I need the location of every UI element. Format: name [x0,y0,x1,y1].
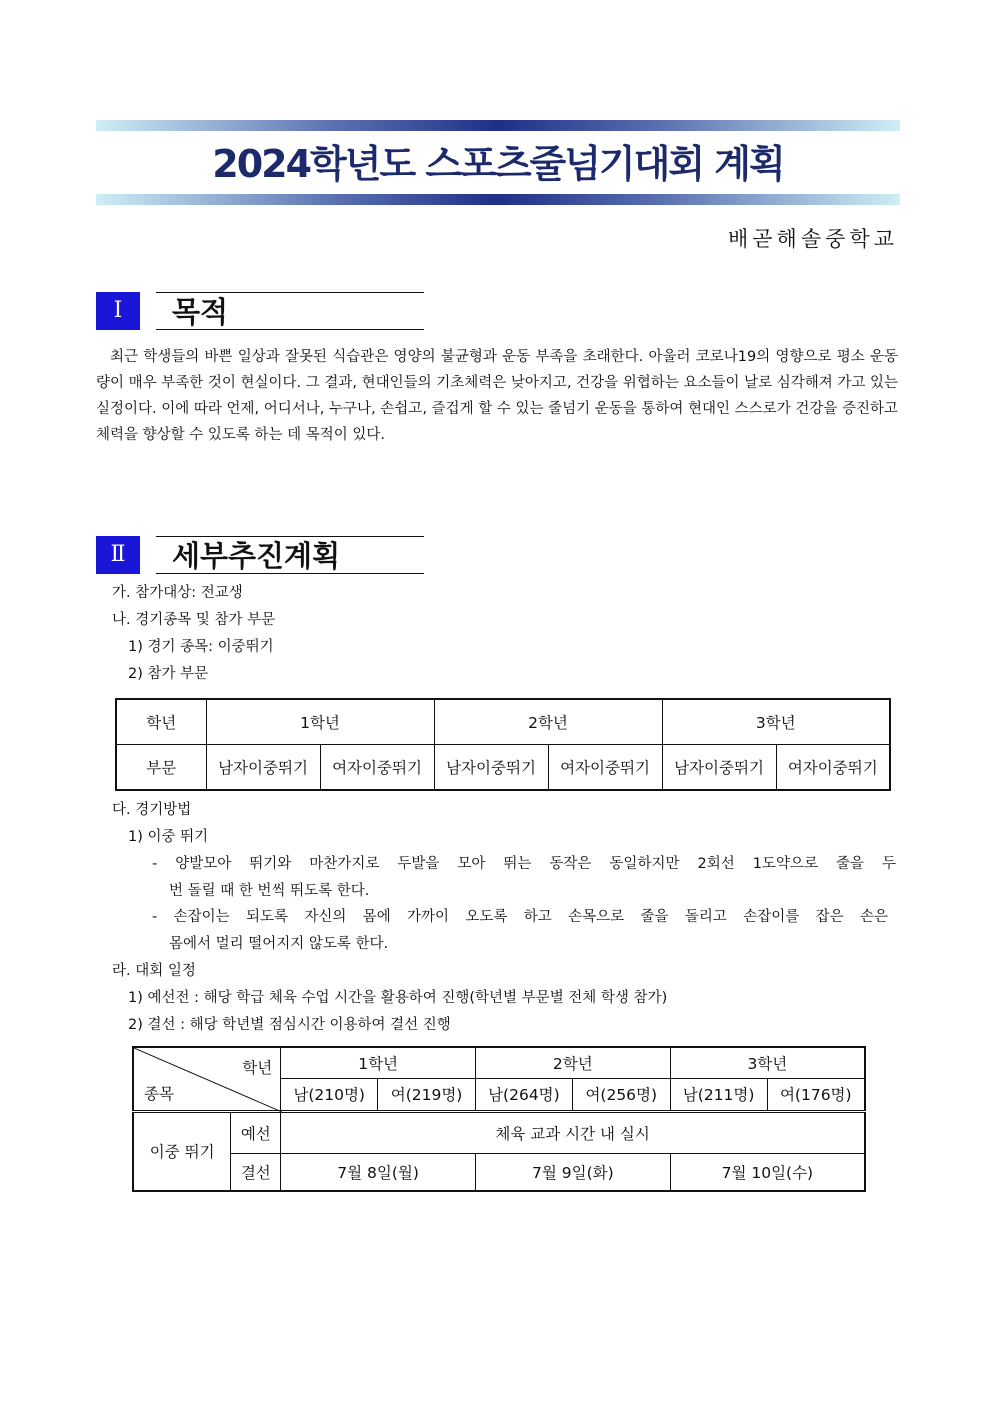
item-da-bullet-1a: - 양발모아 뛰기와 마찬가지로 두발을 모아 뛰는 동작은 동일하지만 2회선 1도약으로 줄을 두 [152,856,896,872]
group-cell: 남(264명) [475,1078,572,1111]
item-ra-2: 2) 결선 : 해당 학년별 점심시간 이용하여 결선 진행 [128,1017,451,1033]
table-row [133,1111,865,1153]
section-1-heading: 목적 [156,292,424,330]
corner-bottom-label: 종목 [144,1084,174,1103]
section-2-numeral: Ⅱ [96,536,140,574]
group-cell: 여(219명) [378,1078,476,1111]
item-da-bullet-1b: 번 돌릴 때 한 번씩 뛰도록 한다. [169,883,370,899]
item-na: 나. 경기종목 및 참가 부문 [112,612,276,628]
division-cell: 남자이중뛰기 [662,745,776,791]
grade-cell: 3학년 [670,1047,865,1078]
group-cell: 남(211명) [670,1078,767,1111]
item-da-bullet-2a: - 손잡이는 되도록 자신의 몸에 가까이 오도록 하고 손목으로 줄을 돌리고 손잡이를 잡은 손은 [152,909,888,925]
title-bottom-band [96,194,900,205]
item-ra-1: 1) 예선전 : 해당 학급 체육 수업 시간을 활용하여 진행(학년별 부문별 전체 학생 참가) [128,990,668,1006]
group-cell: 여(256명) [572,1078,670,1111]
item-na-2: 2) 참가 부문 [128,666,209,682]
final-date-cell: 7월 10일(수) [670,1153,865,1191]
grade-cell: 3학년 [662,699,890,745]
table-row [116,699,890,745]
section-2-heading: 세부추진계획 [156,536,424,574]
item-da-bullet-2b: 몸에서 멀리 떨어지지 않도록 한다. [169,936,389,952]
prelim-value-cell: 체육 교과 시간 내 실시 [281,1111,865,1153]
grade-header-cell: 학년 [116,699,206,745]
corner-cell [133,1047,281,1111]
division-table [115,698,891,791]
group-cell: 남(210명) [281,1078,378,1111]
grade-cell: 2학년 [475,1047,670,1078]
final-label-cell: 결선 [231,1153,281,1191]
division-cell: 여자이중뛰기 [776,745,890,791]
table-row [133,1153,865,1191]
event-cell: 이중 뛰기 [133,1111,231,1191]
division-cell: 남자이중뛰기 [206,745,320,791]
section-1-numeral: Ⅰ [96,292,140,330]
table-row [116,745,890,791]
purpose-paragraph: 최근 학생들의 바쁜 일상과 잘못된 식습관은 영양의 불균형과 운동 부족을 초래한다. 아울러 코로나19의 영향으로 평소 운동량이 매우 부족한 것이 현실이다. 그 결과, 현대인들의 기초체력은 낮아지고, 건강을 위협하는 요소들이 날로 심각해져 가고 있는 실정이다. 이에 따라 언제, 어디서나, 누구나, 손쉽고, 즐겁게 할 수 있는 줄넘기 운동을 통하여 현대인 스스로가 건강을 증진하고 체력을 향상할 수 있도록 하는 데 목적이 있다. [96,349,898,443]
grade-cell: 2학년 [434,699,662,745]
item-na-1: 1) 경기 종목: 이중뛰기 [128,639,274,655]
item-ra: 라. 대회 일정 [112,963,196,979]
final-date-cell: 7월 9일(화) [475,1153,670,1191]
table-row [133,1047,865,1078]
division-cell: 남자이중뛰기 [434,745,548,791]
corner-top-label: 학년 [242,1059,273,1077]
final-date-cell: 7월 8일(월) [281,1153,476,1191]
division-cell: 여자이중뛰기 [320,745,434,791]
division-header-cell: 부문 [116,745,206,791]
grade-cell: 1학년 [281,1047,476,1078]
item-ga: 가. 참가대상: 전교생 [112,585,243,601]
item-da: 다. 경기방법 [112,802,192,818]
group-cell: 여(176명) [767,1078,865,1111]
item-da-1: 1) 이중 뛰기 [128,829,209,845]
schedule-table [132,1046,866,1192]
title-top-band [96,120,900,131]
school-name: 배곧해솔중학교 [727,227,898,251]
grade-cell: 1학년 [206,699,434,745]
page-title: 2024학년도 스포츠줄넘기대회 계획 [212,142,784,186]
prelim-label-cell: 예선 [231,1111,281,1153]
division-cell: 여자이중뛰기 [548,745,662,791]
